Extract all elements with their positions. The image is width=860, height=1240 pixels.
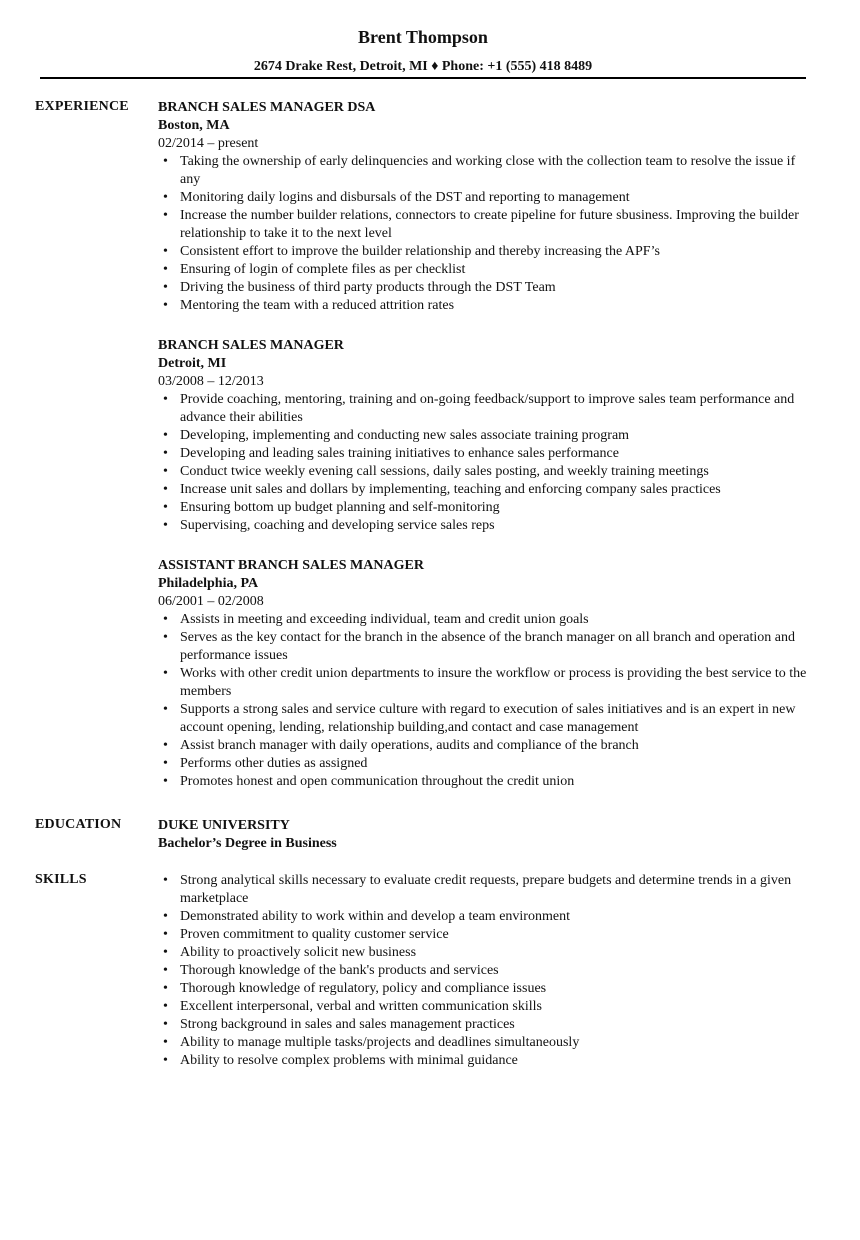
list-item: • Supports a strong sales and service culture with regard to execution of sales initiatives and is an expert in new account opening, lending, relationship building,and contact and case management (158, 701, 813, 737)
list-item: • Excellent interpersonal, verbal and written communication skills (158, 998, 813, 1016)
job-dates: 02/2014 – present (158, 136, 259, 151)
list-item: • Increase the number builder relations, connectors to create pipeline for future sbusiness. Improving the builder relationship to take it to the next level (158, 207, 813, 243)
list-item: • Developing, implementing and conducting new sales associate training program (158, 427, 813, 445)
job-location: Boston, MA (158, 118, 230, 133)
list-item: • Driving the business of third party products through the DST Team (158, 279, 813, 297)
list-item: • Consistent effort to improve the builder relationship and thereby increasing the APF’s (158, 243, 813, 261)
section-label-skills: SKILLS (35, 872, 87, 887)
contact-line: 2674 Drake Rest, Detroit, MI ♦ Phone: +1 (555) 418 8489 (253, 59, 593, 74)
job-dates: 03/2008 – 12/2013 (158, 374, 264, 389)
resume-header (40, 24, 806, 76)
list-item: • Ability to proactively solicit new business (158, 944, 813, 962)
section-label-experience: EXPERIENCE (35, 99, 129, 114)
list-item: • Increase unit sales and dollars by implementing, teaching and enforcing company sales practices (158, 481, 813, 499)
list-item: • Thorough knowledge of regulatory, policy and compliance issues (158, 980, 813, 998)
job-title: BRANCH SALES MANAGER (158, 338, 344, 353)
list-item: • Conduct twice weekly evening call sessions, daily sales posting, and weekly training meetings (158, 463, 813, 481)
list-item: • Strong analytical skills necessary to evaluate credit requests, prepare budgets and determine trends in a given marketplace (158, 872, 813, 908)
list-item: • Ensuring bottom up budget planning and self-monitoring (158, 499, 813, 517)
job-entry (158, 557, 813, 791)
section-label-education: EDUCATION (35, 817, 122, 832)
job-entry (158, 99, 813, 315)
skills-entry (158, 872, 813, 1070)
job-dates: 06/2001 – 02/2008 (158, 594, 264, 609)
education-entry (158, 817, 813, 853)
list-item: • Ensuring of login of complete files as per checklist (158, 261, 813, 279)
list-item: • Strong background in sales and sales management practices (158, 1016, 813, 1034)
job-bullets (158, 391, 813, 535)
degree: Bachelor’s Degree in Business (158, 836, 337, 851)
candidate-name: Brent Thompson (358, 27, 488, 47)
list-item: • Monitoring daily logins and disbursals of the DST and reporting to management (158, 189, 813, 207)
job-location: Philadelphia, PA (158, 576, 259, 591)
list-item: • Assist branch manager with daily operations, audits and compliance of the branch (158, 737, 813, 755)
list-item: • Assists in meeting and exceeding individual, team and credit union goals (158, 611, 813, 629)
header-divider (40, 77, 806, 79)
list-item: • Ability to resolve complex problems with minimal guidance (158, 1052, 813, 1070)
job-location: Detroit, MI (158, 356, 227, 371)
list-item: • Demonstrated ability to work within and develop a team environment (158, 908, 813, 926)
list-item: • Serves as the key contact for the branch in the absence of the branch manager on all branch and operation and performance issues (158, 629, 813, 665)
list-item: • Proven commitment to quality customer service (158, 926, 813, 944)
job-bullets (158, 611, 813, 791)
list-item: • Provide coaching, mentoring, training and on-going feedback/support to improve sales team performance and advance their abilities (158, 391, 813, 427)
list-item: • Taking the ownership of early delinquencies and working close with the collection team to resolve the issue if any (158, 153, 813, 189)
job-title: ASSISTANT BRANCH SALES MANAGER (158, 558, 424, 573)
list-item: • Works with other credit union departments to insure the workflow or process is providing the best service to the members (158, 665, 813, 701)
list-item: • Supervising, coaching and developing service sales reps (158, 517, 813, 535)
job-title: BRANCH SALES MANAGER DSA (158, 100, 376, 115)
list-item: • Developing and leading sales training initiatives to enhance sales performance (158, 445, 813, 463)
list-item: • Performs other duties as assigned (158, 755, 813, 773)
list-item: • Thorough knowledge of the bank's products and services (158, 962, 813, 980)
job-bullets (158, 153, 813, 315)
school-name: DUKE UNIVERSITY (158, 818, 290, 833)
list-item: • Promotes honest and open communication throughout the credit union (158, 773, 813, 791)
job-entry (158, 337, 813, 535)
skills-list (158, 872, 813, 1070)
list-item: • Ability to manage multiple tasks/projects and deadlines simultaneously (158, 1034, 813, 1052)
list-item: • Mentoring the team with a reduced attrition rates (158, 297, 813, 315)
